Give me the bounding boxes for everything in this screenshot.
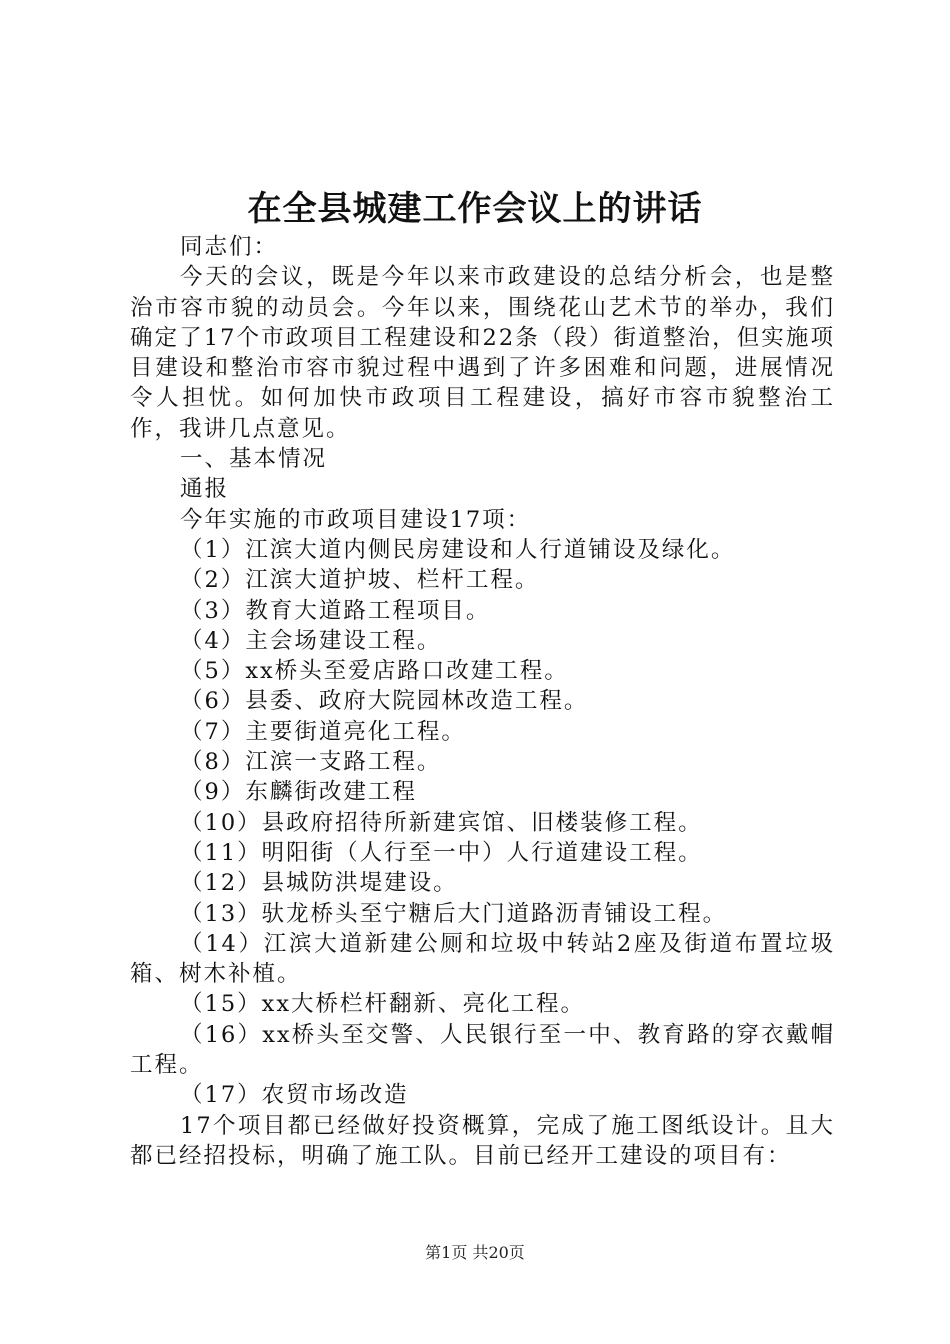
document-title: 在全县城建工作会议上的讲话 [247, 189, 703, 229]
projects-intro: 今年实施的市政项目建设17项： [180, 506, 532, 533]
salutation: 同志们： [180, 234, 279, 260]
list-item: （16）xx桥头至交警、人民银行至一中、教育路的穿衣戴帽工程。 [130, 1021, 835, 1079]
list-item: （9）东麟街改建工程 [180, 779, 417, 806]
list-item: （12）县城防洪堤建设。 [180, 870, 458, 897]
section-heading: 一、基本情况 [180, 446, 328, 473]
list-item: （3）教育大道路工程项目。 [180, 597, 491, 624]
page-footer: 第1页 共20页 [425, 1243, 525, 1262]
intro-paragraph: 今天的会议，既是今年以来市政建设的总结分析会，也是整治市容市貌的动员会。今年以来，围绕花山艺术节的举办，我们确定了17个市政项目工程建设和22条（段）街道整治，但实施项目建设和整治市容市貌过程中遇到了许多困难和问题，进展情况令人担忧。如何加快市政项目工程建设，搞好市容市貌整治工作，我讲几点意见。 [130, 264, 835, 442]
list-item: （5）xx桥头至爱店路口改建工程。 [180, 658, 569, 685]
list-item: （6）县委、政府大院园林改造工程。 [180, 688, 589, 715]
list-item: （1）江滨大道内侧民房建设和人行道铺设及绿化。 [180, 536, 736, 563]
list-item: （7）主要街道亮化工程。 [180, 718, 466, 745]
closing-paragraph: 17个项目都已经做好投资概算，完成了施工图纸设计。且大都已经招投标，明确了施工队。目前已经开工建设的项目有： [130, 1112, 835, 1169]
list-item: （17）农贸市场改造 [180, 1082, 409, 1109]
list-item: （13）驮龙桥头至宁糖后大门道路沥青铺设工程。 [180, 900, 728, 927]
list-item: （8）江滨一支路工程。 [180, 749, 442, 776]
list-item: （11）明阳街（人行至一中）人行道建设工程。 [180, 839, 703, 866]
subheading: 通报 [180, 476, 230, 503]
list-item: （2）江滨大道护坡、栏杆工程。 [180, 567, 540, 594]
document-body [130, 232, 835, 1171]
list-item: （14）江滨大道新建公厕和垃圾中转站2座及街道布置垃圾箱、树木补植。 [130, 930, 835, 988]
list-item: （4）主会场建设工程。 [180, 627, 442, 654]
list-item: （10）县政府招待所新建宾馆、旧楼装修工程。 [180, 809, 703, 836]
list-item: （15）xx大桥栏杆翻新、亮化工程。 [180, 991, 586, 1018]
